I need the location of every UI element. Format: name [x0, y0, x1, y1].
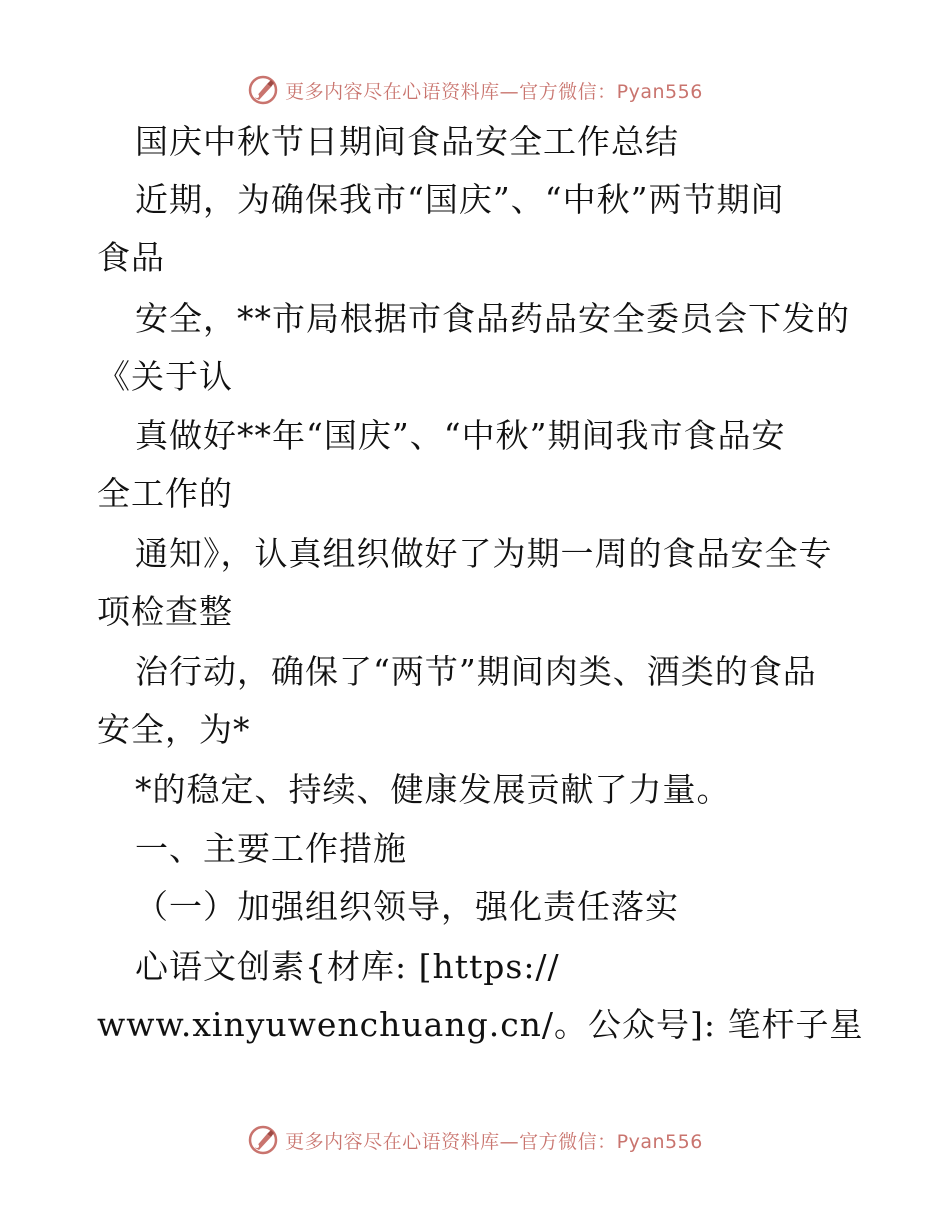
section-heading: 一、主要工作措施	[135, 829, 407, 868]
pen-logo-icon	[247, 1124, 279, 1156]
paragraph-line: 真做好**年“国庆”、“中秋”期间我市食品安	[135, 416, 786, 455]
paragraph-line: 全工作的	[97, 474, 233, 513]
paragraph-line: 项检查整	[97, 592, 233, 631]
paragraph-line: 通知》，认真组织做好了为期一周的食品安全专	[135, 534, 833, 573]
watermark-text: 更多内容尽在心语资料库—官方微信：Pyan556	[285, 1130, 703, 1153]
paragraph-line: 食品	[97, 238, 165, 277]
subsection-heading: （一）加强组织领导，强化责任落实	[135, 887, 679, 926]
watermark-text: 更多内容尽在心语资料库—官方微信：Pyan556	[285, 80, 703, 103]
paragraph-line: 《关于认	[97, 357, 233, 396]
paragraph-line: 安全，为*	[97, 710, 251, 749]
paragraph-line: www.xinyuwenchuang.cn/。公众号]: 笔杆子星	[97, 1005, 864, 1044]
paragraph-line: 近期，为确保我市“国庆”、“中秋”两节期间	[135, 180, 785, 219]
paragraph-line: 安全，**市局根据市食品药品安全委员会下发的	[135, 299, 850, 338]
footer-watermark	[0, 1122, 950, 1158]
pen-logo-icon	[247, 74, 279, 106]
document-title: 国庆中秋节日期间食品安全工作总结	[135, 122, 679, 161]
paragraph-line: 治行动，确保了“两节”期间肉类、酒类的食品	[135, 652, 817, 691]
paragraph-line: *的稳定、持续、健康发展贡献了力量。	[135, 770, 731, 809]
paragraph-line: 心语文创素{材库: [https://	[135, 947, 560, 986]
header-watermark	[0, 72, 950, 108]
